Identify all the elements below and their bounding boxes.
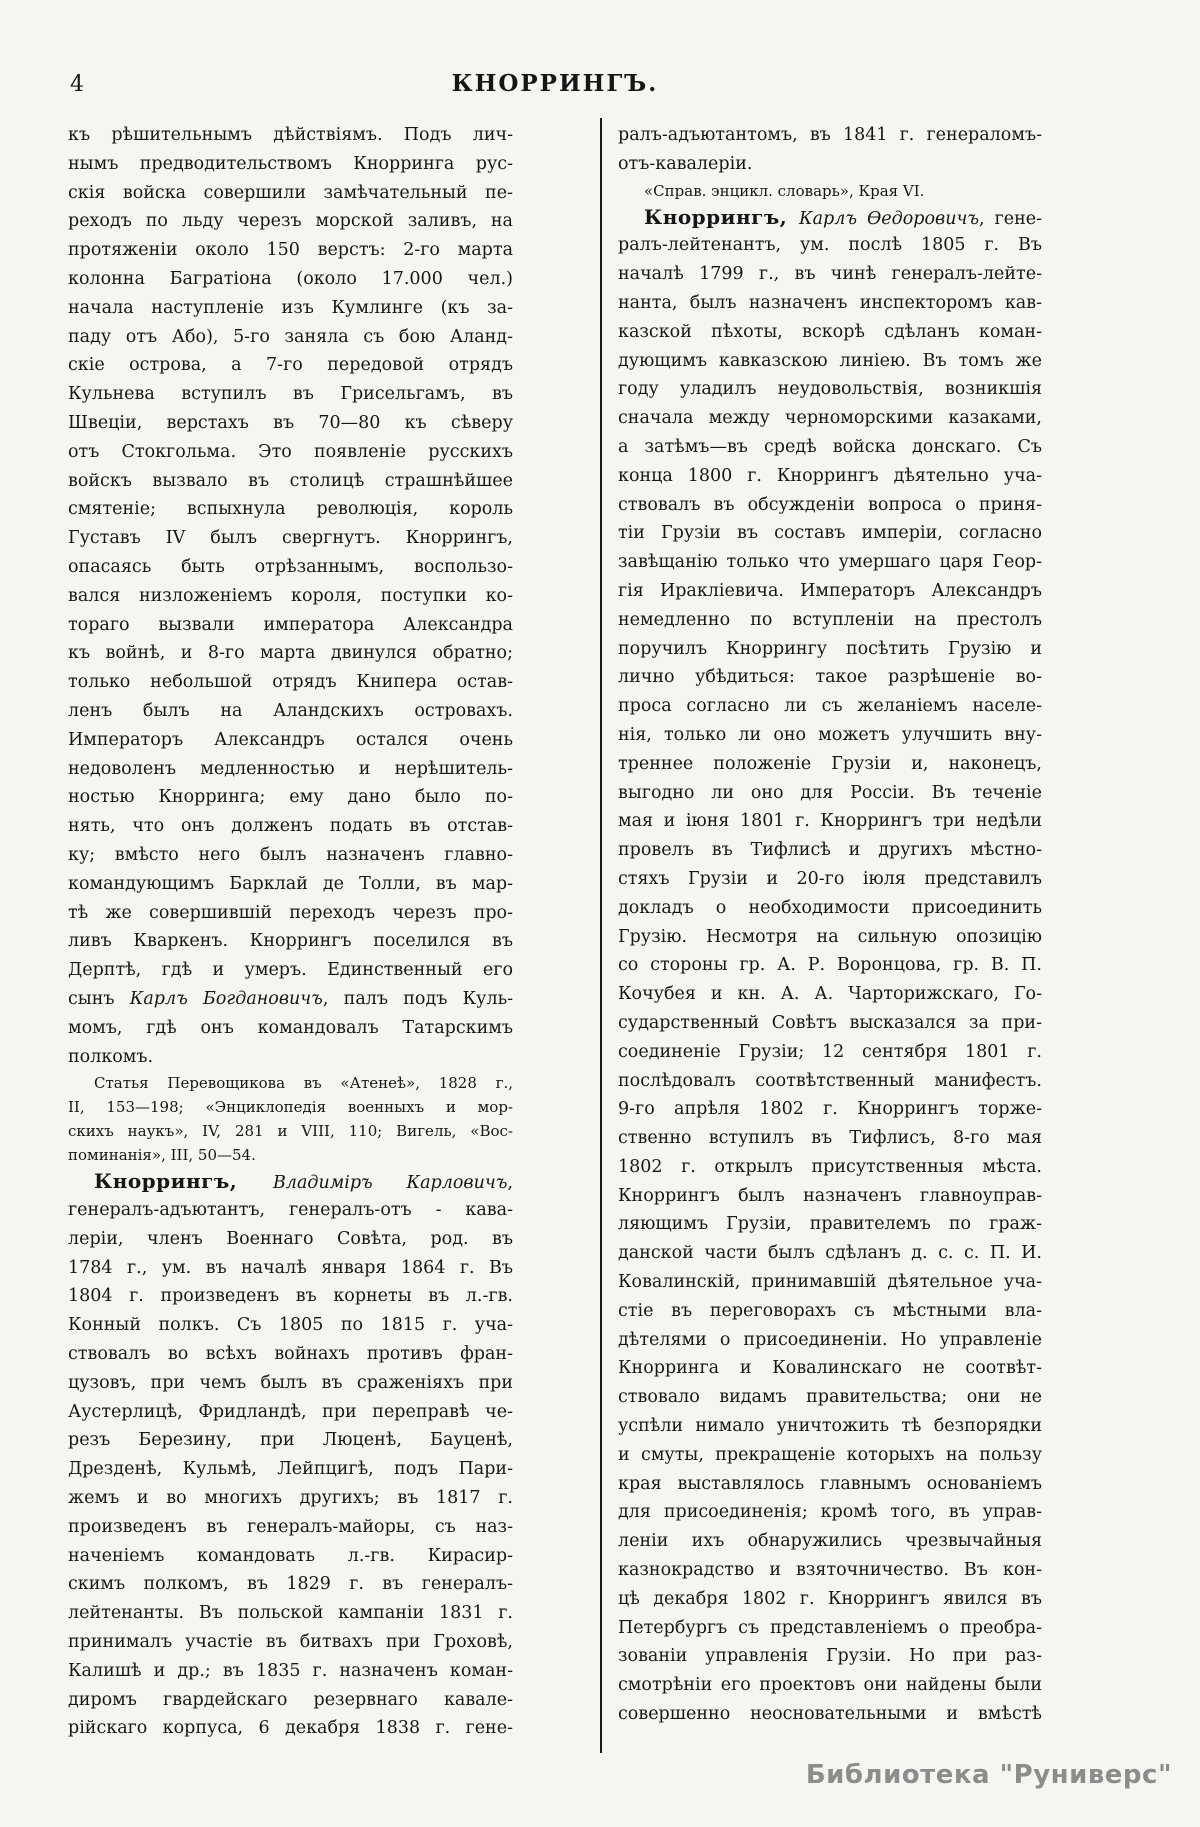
text-line: выгодно ли оно для Россіи. Въ теченіе [618,782,1042,803]
text-line: и смуты, прекращеніе которыхъ на пользу [618,1444,1042,1465]
text-line: казской пѣхоты, вскорѣ сдѣланъ коман- [618,321,1042,342]
text-line: 1804 г. произведенъ въ корнеты въ л.-гв. [68,1286,513,1307]
text-line: Кульнева вступилъ въ Грисельгамъ, въ [68,384,513,405]
text-line: немедленно по вступленіи на престолъ [618,609,1042,630]
text-line: Дерптѣ, гдѣ и умеръ. Единственный его [68,960,513,981]
text-line: полкомъ. [68,1046,154,1067]
text-line: «Справ. энцикл. словарь», Края VI. [644,181,925,200]
column-left [68,121,513,1743]
person-name: Карлъ Ѳедоровичъ [799,208,980,229]
text-line: году уладилъ неудовольствія, возникшія [618,379,1042,400]
text-run: , гене- [979,208,1042,229]
page-title: КНОРРИНГЪ. [451,70,659,97]
text-line: стіе въ переговорахъ съ мѣстными вла- [618,1300,1042,1321]
text-line: завѣщанію только что умершаго царя Геор- [618,552,1042,573]
text-line: для присоединенія; кромѣ того, въ управ- [618,1502,1042,1523]
text-line: Конный полкъ. Съ 1805 по 1815 г. уча- [68,1315,513,1336]
text-line: цѣ декабря 1802 г. Кноррингъ явился въ [618,1588,1042,1609]
text-line: Кнорринга и Ковалинскаго не соотвѣт- [618,1358,1042,1379]
text-line: конца 1800 г. Кноррингъ дѣятельно уча- [618,465,1042,486]
text-run: , палъ подъ Куль- [322,988,513,1009]
text-line: со стороны гр. А. Р. Воронцова, гр. В. П. [618,955,1042,976]
text-line: успѣли нимало уничтожить тѣ безпорядки [618,1416,1042,1437]
text-line: момъ, гдѣ онъ командовалъ Татарскимъ [68,1017,513,1038]
text-line: къ рѣшительнымъ дѣйствіямъ. Подъ лич- [68,125,513,145]
library-watermark: Библиотека "Руниверс" [805,1760,1172,1790]
text-line [68,985,513,1014]
text-line: проса согласно ли съ желаніемъ населе- [618,696,1042,717]
text-line: только небольшой отрядъ Книпера остав- [68,672,513,693]
text-line: Кочубея и кн. А. А. Чарторижскаго, Го- [618,984,1042,1005]
text-line: 9-го апрѣля 1802 г. Кноррингъ торже- [618,1099,1042,1120]
text-line: II, 153—198; «Энциклопедія военныхъ и мор- [68,1098,513,1117]
entry-headword: Кноррингъ, [94,1169,273,1194]
text-line: цузовъ, при чемъ былъ въ сраженіяхъ при [68,1372,513,1393]
text-line: опасаясь быть отрѣзаннымъ, воспользо- [68,556,513,577]
text-line: скіе острова, а 7-го передовой отрядъ [68,355,513,376]
text-line: гія Иракліевича. Императоръ Александръ [618,580,1042,601]
text-line: мая и іюня 1801 г. Кноррингъ три недѣли [618,811,1042,832]
column-divider [600,118,602,1753]
text-line: данской части былъ сдѣланъ д. с. с. П. И. [618,1243,1042,1264]
text-line: провелъ въ Тифлисѣ и другихъ мѣстно- [618,840,1042,861]
text-line: Аустерлицѣ, Фридландѣ, при переправѣ че- [68,1401,513,1422]
text-line: скихъ наукъ», IV, 281 и VIII, 110; Вигель, «Вос- [68,1122,513,1141]
text-line: тораго вызвали императора Александра [68,614,513,635]
text-line: Петербургъ съ представленіемъ о преобра- [618,1617,1042,1638]
text-line: колонна Багратіона (около 17.000 чел.) [68,268,513,289]
text-line: Дрезденѣ, Кульмѣ, Лейпцигѣ, подъ Пари- [68,1459,513,1480]
text-line: Густавъ IV былъ свергнутъ. Кноррингъ, [68,528,513,549]
text-line [618,203,1042,232]
text-line: сначала между черноморскими казаками, [618,408,1042,429]
text-line: скія войска совершили замѣчательный пе- [68,182,513,203]
text-line: ностью Кнорринга; ему дано было по- [68,787,513,808]
text-line: ственно вступилъ въ Тифлисъ, 8-го мая [618,1128,1042,1149]
text-line [68,1167,513,1196]
text-line: поручилъ Кноррингу посѣтить Грузію и [618,638,1042,659]
text-line: Грузію. Несмотря на сильную опозицію [618,926,1042,947]
text-line: паду отъ Або), 5-го заняла съ бою Аланд- [68,326,513,347]
text-line: края выставлялось главнымъ основаніемъ [618,1473,1042,1494]
text-line: Статья Перевощикова въ «Атенеѣ», 1828 г., [94,1074,513,1093]
text-run: сынъ [68,988,130,1009]
text-line: леріи, членъ Военнаго Совѣта, род. въ [68,1228,513,1249]
text-line: поминанія», III, 50—54. [68,1146,256,1165]
text-line: дующимъ кавказскою линіею. Въ томъ же [618,350,1042,371]
text-line: 1784 г., ум. въ началѣ января 1864 г. Въ [68,1257,513,1278]
text-line: Калишѣ и др.; въ 1835 г. назначенъ коман- [68,1660,513,1681]
text-line: смотрѣніи его проектовъ они найдены были [618,1675,1042,1696]
text-line: нымъ предводительствомъ Кнорринга рус- [68,153,513,174]
text-line: докладъ о необходимости присоединить [618,897,1042,918]
text-line: скимъ полкомъ, въ 1829 г. въ генералъ- [68,1574,513,1595]
text-line: сударственный Совѣтъ высказался за при- [618,1012,1042,1033]
text-line: треннее положеніе Грузіи и, наконецъ, [618,753,1042,774]
column-right [618,121,1042,1729]
text-line: стяхъ Грузіи и 20-го іюля представилъ [618,868,1042,889]
text-line: войскъ вызвало въ столицѣ страшнѣйшее [68,470,513,491]
text-line: диромъ гвардейскаго резервнаго кавале- [68,1689,513,1710]
page-number: 4 [70,72,84,97]
text-line: ралъ-лейтенантъ, ум. послѣ 1805 г. Въ [618,235,1042,256]
text-line: ляющимъ Грузіи, правителемъ по граж- [618,1214,1042,1235]
text-line: отъ-кавалеріи. [618,153,753,174]
text-line: тѣ же совершившій переходъ черезъ про- [68,902,513,923]
text-line: протяженіи около 150 верстъ: 2-го марта [68,240,513,261]
text-line: Швеціи, верстахъ въ 70—80 къ сѣверу [68,412,513,433]
person-name: Карлъ Богдановичъ [129,988,323,1009]
text-line: реходъ по льду черезъ морской заливъ, на [68,211,513,232]
entry-headword: Кноррингъ, [644,204,800,229]
text-line: начала наступленіе изъ Кумлинге (къ за- [68,297,513,318]
text-line: послѣдовалъ соотвѣтственный манифестъ. [618,1070,1042,1091]
text-line: 1802 г. открылъ присутственныя мѣста. [618,1156,1042,1177]
text-line: началѣ 1799 г., въ чинѣ генералъ-лейте- [618,264,1042,285]
text-line: ствовалъ въ обсужденіи вопроса о приня- [618,494,1042,515]
text-line: нія, только ли оно можетъ улучшить вну- [618,724,1042,745]
text-run: , [507,1173,513,1194]
text-line: леніи ихъ обнаружились чрезвычайныя [618,1531,1042,1552]
text-line: командующимъ Барклай де Толли, въ мар- [68,873,513,894]
text-line: зованіи управленія Грузіи. Но при раз- [618,1646,1042,1667]
text-line: ствовалъ во всѣхъ войнахъ противъ фран- [68,1344,513,1365]
text-line: Ковалинскій, принимавшій дѣятельное уча- [618,1272,1042,1293]
text-line: вался низложеніемъ короля, поступки ко- [68,585,513,606]
text-line: совершенно неосновательными и вмѣстѣ [618,1704,1042,1725]
text-line: ствовало видамъ правительства; они не [618,1387,1042,1408]
text-line: лично убѣдиться: такое разрѣшеніе во- [618,667,1042,688]
person-name: Владиміръ Карловичъ [272,1173,508,1194]
text-line: наченіемъ командовать л.-гв. Кирасир- [68,1545,513,1566]
text-line: произведенъ въ генералъ-майоры, съ наз- [68,1516,513,1537]
text-line: недоволенъ медленностью и нерѣшитель- [68,758,513,779]
text-line: ленъ былъ на Аландскихъ островахъ. [68,700,513,721]
text-line: ралъ-адъютантомъ, въ 1841 г. генераломъ- [618,125,1042,145]
text-line: Императоръ Александръ остался очень [68,729,513,750]
text-line: а затѣмъ—въ средѣ войска донскаго. Съ [618,436,1042,457]
text-line: отъ Стокгольма. Это появленіе русскихъ [68,441,513,462]
text-line: соединеніе Грузіи; 12 сентября 1801 г. [618,1041,1042,1062]
text-line: Кноррингъ былъ назначенъ главноуправ- [618,1185,1042,1206]
text-line: ливъ Кваркенъ. Кноррингъ поселился въ [68,931,513,952]
text-line: нять, что онъ долженъ подать въ отстав- [68,816,513,837]
text-line: смятеніе; вспыхнула революція, король [68,499,513,520]
text-line: рійскаго корпуса, 6 декабря 1838 г. гене- [68,1718,513,1739]
text-line: ку; вмѣсто него былъ назначенъ главно- [68,844,513,865]
text-line: нанта, былъ назначенъ инспекторомъ кав- [618,292,1042,313]
text-line: казнокрадство и взяточничество. Въ кон- [618,1560,1042,1581]
text-line: генералъ-адъютантъ, генералъ-отъ - кава- [68,1200,513,1221]
text-line: резъ Березину, при Люценѣ, Бауценѣ, [68,1430,513,1451]
text-line: принималъ участіе въ битвахъ при Гроховѣ, [68,1632,513,1653]
text-line: лейтенанты. Въ польской кампаніи 1831 г. [68,1603,513,1624]
text-line: дѣтелями о присоединеніи. Но управленіе [618,1329,1042,1350]
text-line: къ войнѣ, и 8-го марта двинулся обратно; [68,643,513,664]
text-line: тіи Грузіи въ составъ имперіи, согласно [618,523,1042,544]
text-line: жемъ и во многихъ другихъ; въ 1817 г. [68,1488,513,1509]
